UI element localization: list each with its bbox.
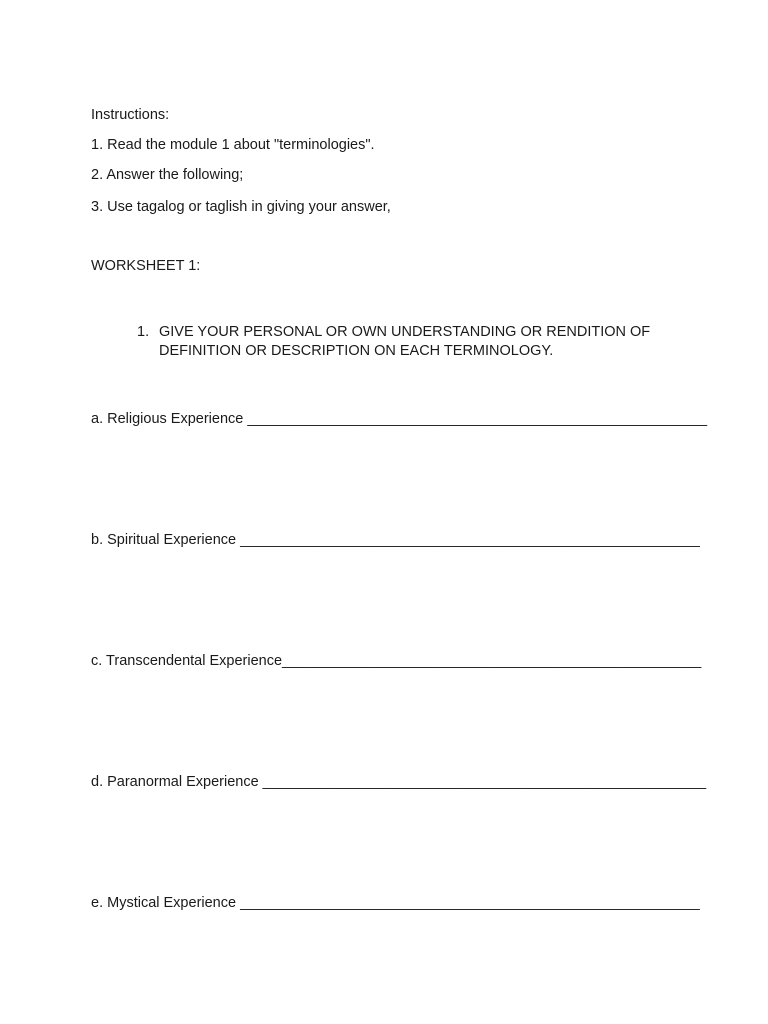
instruction-item-1: 1. Read the module 1 about "terminologies". [91,137,375,153]
question-text: GIVE YOUR PERSONAL OR OWN UNDERSTANDING OR RENDITION OF DEFINITION OR DESCRIPTION ON EACH TERMINOLOGY. [159,324,651,359]
term-transcendental-experience: c. Transcendental Experience____________________________________________________ [91,653,702,669]
term-spiritual-experience: b. Spiritual Experience _________________________________________________________ [91,532,700,548]
question-number: 1. [137,324,150,340]
instructions-heading: Instructions: [91,107,170,123]
instruction-item-2: 2. Answer the following; [91,167,244,183]
term-religious-experience: a. Religious Experience _________________________________________________________ [91,411,708,427]
term-paranormal-experience: d. Paranormal Experience _______________________________________________________ [91,774,707,790]
question-1 [137,323,677,361]
term-mystical-experience: e. Mystical Experience _________________________________________________________ [91,895,700,911]
worksheet-title: WORKSHEET 1: [91,258,201,274]
instruction-item-3: 3. Use tagalog or taglish in giving your answer, [91,199,391,215]
